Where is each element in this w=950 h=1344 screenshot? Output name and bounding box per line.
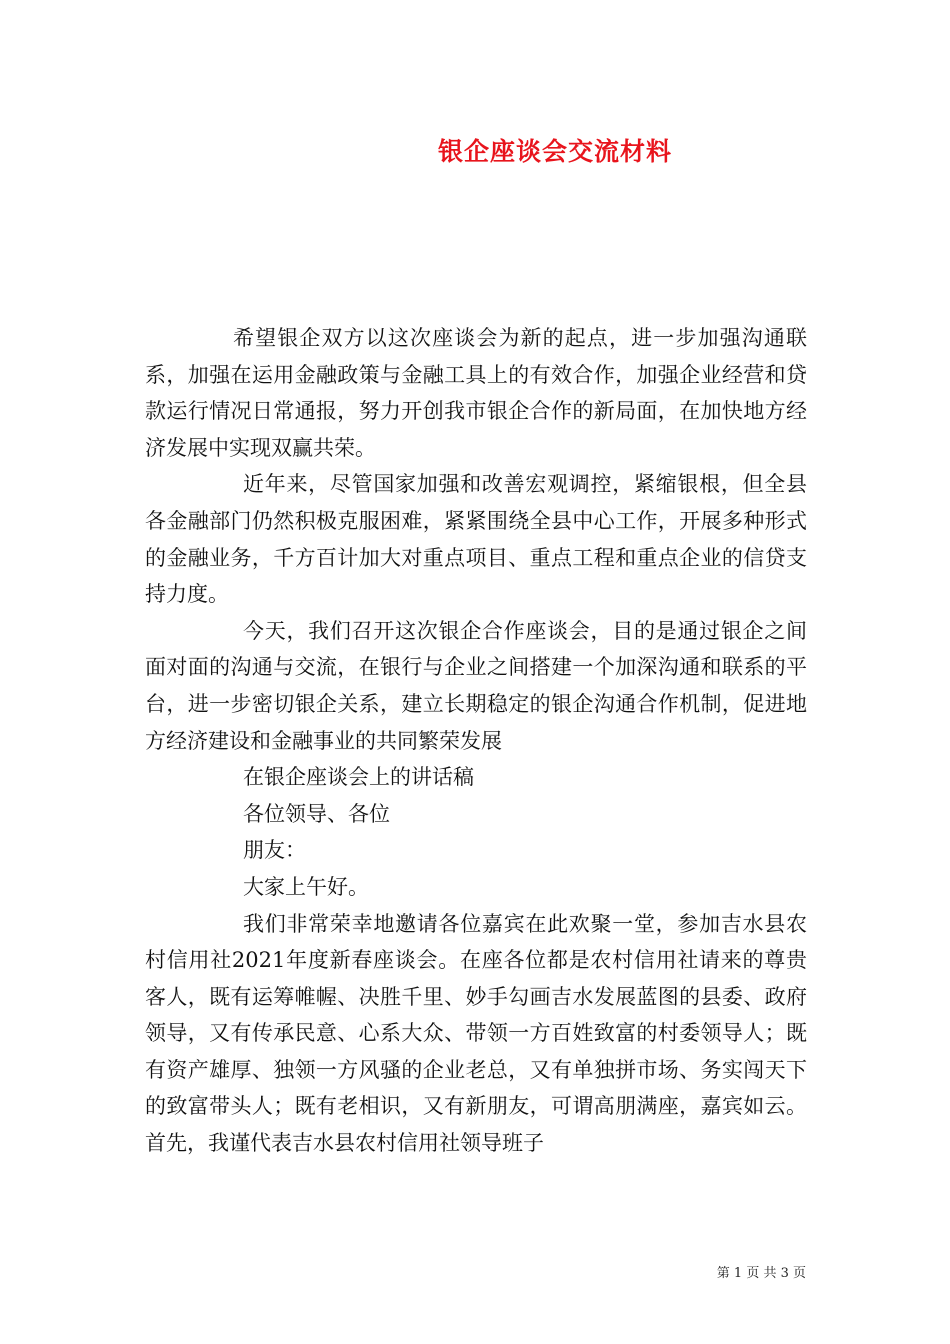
greeting: 大家上午好。 [243, 874, 369, 899]
speech-paragraph: 我们非常荣幸地邀请各位嘉宾在此欢聚一堂，参加吉水县农村信用社2021年度新春座谈会。在座各位都是农村信用社请来的尊贵客人，既有运筹帷幄、决胜千里、妙手勾画吉水发展蓝图的县委、政府领导，又有传承民意、心系大众、带领一方百姓致富的村委领导人；既有资产雄厚、独领一方风骚的企业老总，又有单独拼市场、务实闯天下的致富带头人；既有老相识，又有新朋友，可谓高朋满座，嘉宾如云。首先，我谨代表吉水县农村信用社领导班子 [145, 911, 807, 1156]
document-body [145, 320, 807, 1162]
salutation-line-2: 朋友： [243, 838, 306, 863]
paragraph-2: 近年来，尽管国家加强和改善宏观调控，紧缩银根，但全县各金融部门仍然积极克服困难，紧紧围绕全县中心工作，开展多种形式的金融业务，千方百计加大对重点项目、重点工程和重点企业的信贷支持力度。 [145, 472, 807, 607]
page-number: 第 1 页 共 3 页 [716, 1266, 806, 1281]
document-title: 银企座谈会交流材料 [437, 137, 672, 166]
paragraph-3: 今天，我们召开这次银企合作座谈会，目的是通过银企之间面对面的沟通与交流，在银行与企业之间搭建一个加深沟通和联系的平台，进一步密切银企关系，建立长期稳定的银企沟通合作机制，促进地方经济建设和金融事业的共同繁荣发展 [145, 618, 807, 753]
salutation-line-1: 各位领导、各位 [243, 801, 390, 826]
paragraph-1: 希望银企双方以这次座谈会为新的起点，进一步加强沟通联系，加强在运用金融政策与金融工具上的有效合作，加强企业经营和贷款运行情况日常通报，努力开创我市银企合作的新局面，在加快地方经济发展中实现双赢共荣。 [145, 326, 807, 460]
speech-title: 在银企座谈会上的讲话稿 [243, 765, 474, 790]
